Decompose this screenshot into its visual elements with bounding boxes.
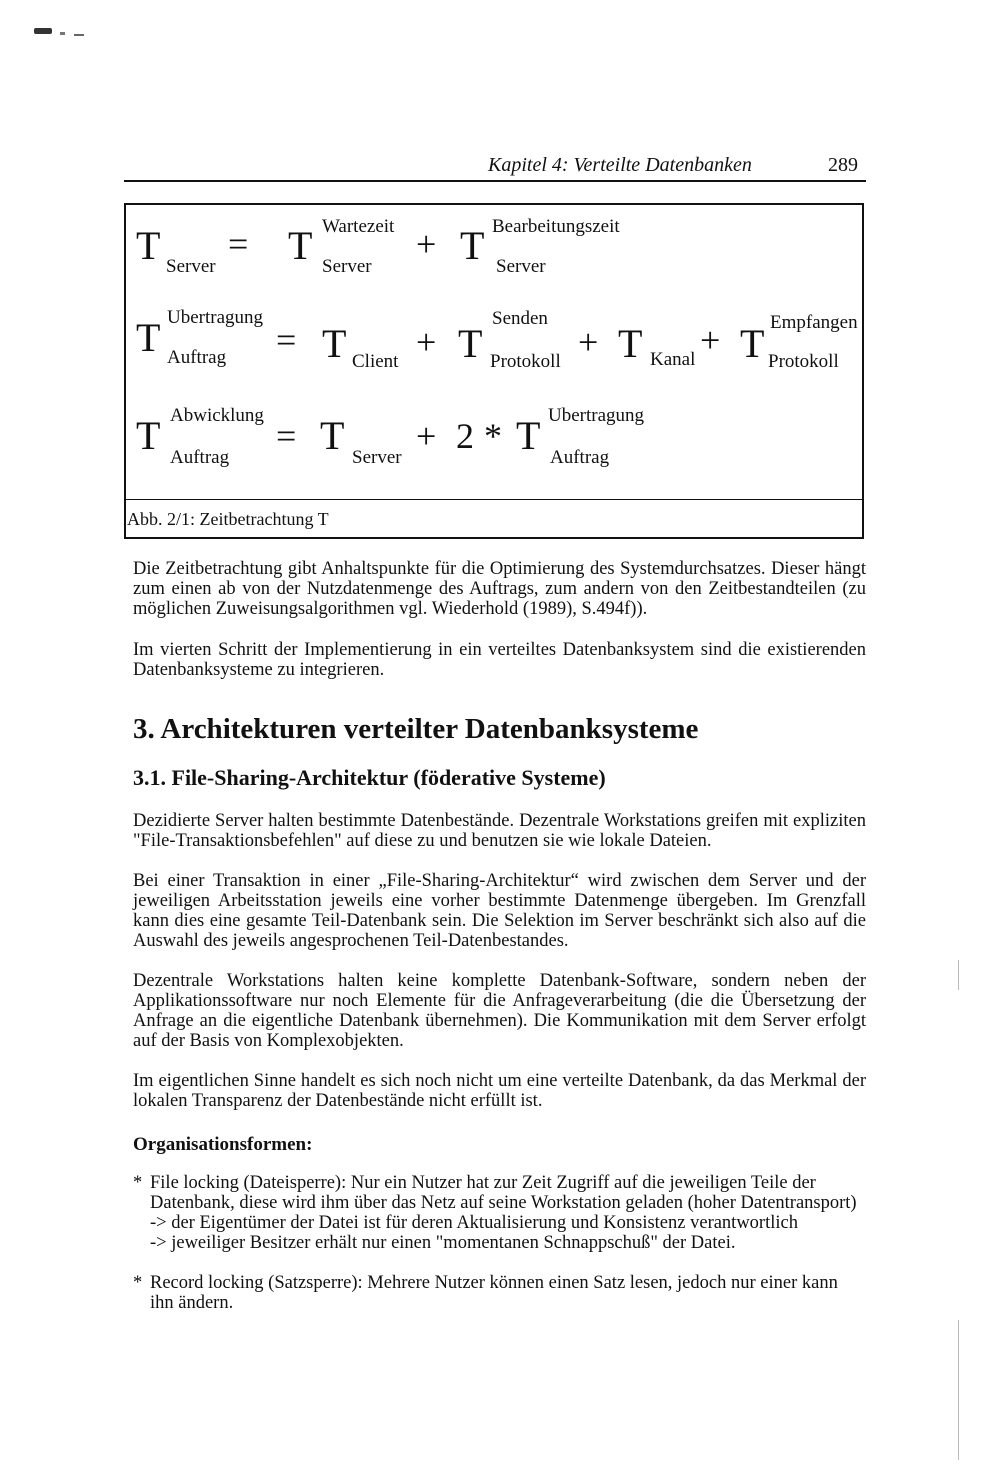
formula-subscript: Server	[166, 256, 216, 277]
plus-sign: +	[416, 322, 437, 362]
section-heading: 3. Architekturen verteilter Datenbanksysteme	[133, 713, 699, 745]
formula-symbol-t: T	[740, 321, 765, 366]
scan-mark	[34, 28, 52, 34]
list-item	[150, 1173, 866, 1253]
formula-subscript: Auftrag	[170, 447, 230, 468]
list-item-text: File locking (Dateisperre): Nur ein Nutzer hat zur Zeit Zugriff auf die jeweiligen Teile der Datenbank, diese wird ihm über das Netz auf seine Workstation geladen (hoher Datentransport)	[150, 1173, 857, 1213]
plus-sign: +	[416, 416, 437, 456]
plus-sign: +	[416, 224, 437, 264]
scan-edge-line	[958, 1320, 959, 1460]
plus-sign: +	[578, 322, 599, 362]
formula-symbol-t: T	[320, 413, 345, 458]
subsection-heading: 3.1. File-Sharing-Architektur (föderative Systeme)	[133, 765, 606, 790]
formula-symbol-t: T	[136, 413, 161, 458]
formula-symbol-t: T	[516, 413, 541, 458]
scan-edge-line	[958, 960, 959, 990]
paragraph: Die Zeitbetrachtung gibt Anhaltspunkte für die Optimierung des Systemdurchsatzes. Dieser hängt zum einen ab von der Nutzdatenmenge des Auftrags, zum andern von den Zeitbestandteilen (zu möglichen Zuweisungsalgorithmen vgl. Wiederhold (1989), S.494f)).	[133, 559, 866, 619]
equals-sign: =	[276, 320, 297, 360]
formula-superscript: Abwicklung	[170, 405, 264, 426]
formula-superscript: Wartezeit	[322, 216, 395, 237]
formula-superscript: Empfangen	[770, 312, 858, 333]
scan-mark	[60, 32, 65, 35]
paragraph: Dezentrale Workstations halten keine komplette Datenbank-Software, sondern neben der Applikationssoftware nur noch Elemente für die Anfrageverarbeitung (die die Übersetzung der Anfrage an die eigentliche Datenbank übernehmen). Die Kommunikation mit dem Server erfolgt auf der Basis von Komplexobjekten.	[133, 971, 866, 1051]
bullet-marker: *	[133, 1173, 143, 1193]
paragraph: Bei einer Transaktion in einer „File-Sharing-Architektur“ wird zwischen dem Server und der jeweiligen Arbeitsstation jeweils eine vorher bestimmte Datenmenge übergeben. Im Grenzfall kann dies eine gesamte Teil-Datenbank sein. Die Selektion im Server beschränkt sich also auf die Auswahl des jeweils angesprochenen Teil-Datenbestandes.	[133, 871, 866, 951]
formula-subscript: Client	[352, 351, 399, 372]
equals-sign: =	[228, 224, 249, 264]
list-item-subline: -> der Eigentümer der Datei ist für deren Aktualisierung und Konsistenz verantwortlich	[150, 1213, 798, 1233]
formula-subscript: Kanal	[650, 349, 696, 370]
coefficient-two: 2	[456, 416, 474, 456]
formula-symbol-t: T	[288, 223, 313, 268]
formula-superscript: Senden	[492, 308, 548, 329]
page-number: 289	[828, 154, 858, 176]
figure-caption: Abb. 2/1: Zeitbetrachtung T	[127, 509, 329, 529]
formula-subscript: Protokoll	[768, 351, 839, 372]
plus-sign: +	[700, 320, 721, 360]
formula-subscript: Auftrag	[167, 347, 227, 368]
formula-superscript: Ubertragung	[167, 307, 264, 328]
scan-mark	[74, 34, 84, 36]
list-item: Record locking (Satzsperre): Mehrere Nutzer können einen Satz lesen, jedoch nur einer kann ihn ändern.	[150, 1273, 838, 1313]
formula-symbol-t: T	[458, 321, 483, 366]
formula-subscript: Server	[496, 256, 546, 277]
running-header-title: Kapitel 4: Verteilte Datenbanken	[488, 154, 752, 176]
header-rule	[124, 180, 866, 182]
formula-symbol-t: T	[322, 321, 347, 366]
paragraph: Dezidierte Server halten bestimmte Datenbestände. Dezentrale Workstations greifen mit expliziten "File-Transaktionsbefehlen" auf diese zu und benutzen sie wie lokale Dateien.	[133, 811, 866, 851]
list-item-subline: -> jeweiliger Besitzer erhält nur einen "momentanen Schnappschuß" der Datei.	[150, 1233, 736, 1253]
paragraph: Im vierten Schritt der Implementierung in ein verteiltes Datenbanksystem sind die existierenden Datenbanksysteme zu integrieren.	[133, 640, 866, 680]
bullet-marker: *	[133, 1273, 143, 1293]
formula-symbol-t: T	[460, 223, 485, 268]
formula-symbol-t: T	[136, 315, 161, 360]
formula-superscript: Bearbeitungszeit	[492, 216, 620, 237]
multiply-star: *	[484, 416, 502, 456]
formula-symbol-t: T	[618, 321, 643, 366]
caption-rule	[124, 499, 864, 500]
formula-superscript: Ubertragung	[548, 405, 645, 426]
formula-symbol-t: T	[136, 223, 161, 268]
formula-subscript: Server	[322, 256, 372, 277]
formula-subscript: Auftrag	[550, 447, 610, 468]
paragraph: Im eigentlichen Sinne handelt es sich noch nicht um eine verteilte Datenbank, da das Merkmal der lokalen Transparenz der Datenbestände nicht erfüllt ist.	[133, 1071, 866, 1111]
equals-sign: =	[276, 416, 297, 456]
list-heading: Organisationsformen:	[133, 1134, 313, 1155]
formula-subscript: Server	[352, 447, 402, 468]
formula-subscript: Protokoll	[490, 351, 561, 372]
